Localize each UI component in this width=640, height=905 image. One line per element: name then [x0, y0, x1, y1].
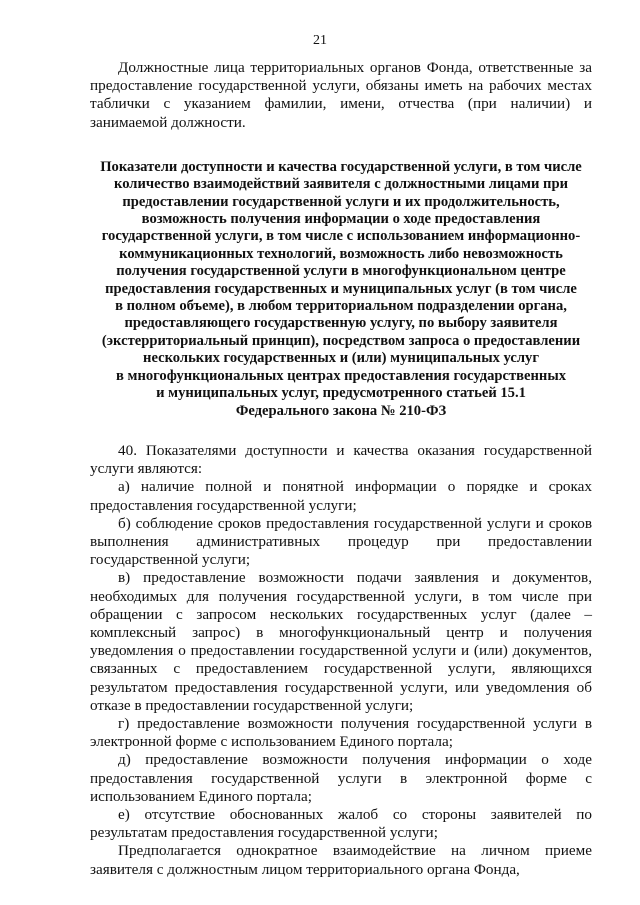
heading-line: государственной услуги, в том числе с использованием информационно-: [101, 228, 581, 245]
section-heading: [90, 159, 592, 420]
heading-line: и муниципальных услуг, предусмотренного статьей 15.1: [156, 385, 526, 402]
heading-line: (экстерриториальный принцип), посредством запроса о предоставлении: [101, 332, 581, 349]
heading-line: предоставлении государственной услуги и их продолжительность,: [122, 193, 560, 210]
heading-line: нескольких государственных и (или) муниципальных услуг: [143, 350, 539, 367]
clause-40-paragraph: 40. Показателями доступности и качества оказания государственной услуги являются:: [90, 441, 592, 478]
clause-d-paragraph: д) предоставление возможности получения информации о ходе предоставления государственной услуги в электронной форме с использованием Единого портала;: [90, 751, 592, 805]
heading-line: предоставления государственных и муниципальных услуг (в том числе: [105, 280, 577, 297]
heading-line: предоставляющего государственную услугу, по выбору заявителя: [124, 315, 558, 332]
intro-paragraph: Должностные лица территориальных органов Фонда, ответственные за предоставление государственной услуги, обязаны иметь на рабочих местах таблички с указанием фамилии, имени, отчества (при наличии) и занимаемой должности.: [90, 59, 592, 131]
interaction-paragraph: Предполагается однократное взаимодействие на личном приеме заявителя с должностным лицом территориального органа Фонда,: [90, 842, 592, 878]
heading-line: в многофункциональных центрах предоставления государственных: [115, 367, 567, 384]
heading-line: Федерального закона № 210-ФЗ: [235, 402, 447, 419]
page-body: [90, 59, 592, 879]
heading-line: в полном объеме), в любом территориальном подразделении органа,: [115, 298, 567, 315]
heading-line: количество взаимодействий заявителя с должностными лицами при: [113, 176, 568, 193]
heading-line: коммуникационных технологий, возможность либо невозможность: [119, 245, 563, 262]
clause-e-paragraph: е) отсутствие обоснованных жалоб со стороны заявителей по результатам предоставления государственной услуги;: [90, 805, 592, 842]
clause-g-paragraph: г) предоставление возможности получения государственной услуги в электронной форме с использованием Единого портала;: [90, 714, 592, 751]
clause-b-paragraph: б) соблюдение сроков предоставления государственной услуги и сроков выполнения административных процедур при предоставлении государственной услуги;: [90, 514, 592, 569]
heading-line: Показатели доступности и качества государственной услуги, в том числе: [100, 158, 582, 175]
heading-line: возможность получения информации о ходе предоставления: [141, 211, 541, 228]
clause-a-paragraph: а) наличие полной и понятной информации о порядке и сроках предоставления государственной услуги;: [90, 478, 592, 514]
page-number: 21: [313, 33, 327, 48]
clause-v-paragraph: в) предоставление возможности подачи заявления и документов, необходимых для получения государственной услуги, в том числе при обращении с запросом нескольких государственных услуг (далее – комплексный запрос) в многофункциональный центр и получения уведомления о предоставлении государственной услуги и (или) документов, связанных с предоставлением государственной услуги, являющихся результатом предоставления государственной услуги, или уведомления об отказе в предоставлении государственной услуги;: [90, 569, 592, 714]
heading-line: получения государственной услуги в многофункциональном центре: [116, 263, 566, 280]
section-body: [90, 442, 592, 879]
